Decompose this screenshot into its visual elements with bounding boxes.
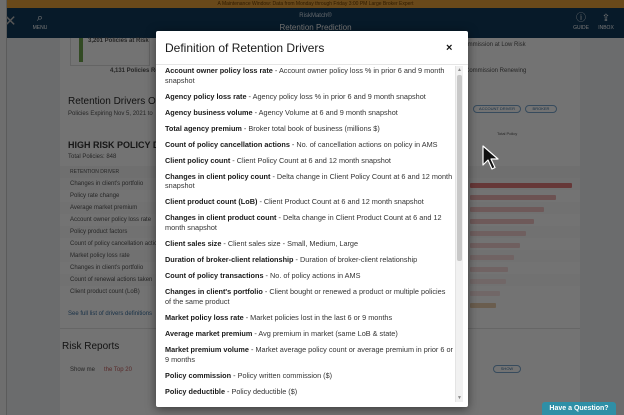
pointer-cursor-icon <box>482 145 500 171</box>
definition-description: - Policy deductible ($) <box>225 386 298 396</box>
definition-term: Policy commission <box>165 370 232 380</box>
modal-scrollbar[interactable] <box>455 66 463 402</box>
definition-description: - Broker total book of business (millions $) <box>241 123 380 133</box>
definition-item <box>165 271 453 281</box>
scroll-up-arrow-icon[interactable]: ▲ <box>457 67 462 73</box>
definition-item <box>165 124 453 134</box>
definition-term: Agency business volume <box>165 107 253 117</box>
definition-term: Count of policy cancellation actions <box>165 139 290 149</box>
definition-description: - Client Policy Count at 6 and 12 month snapshot <box>230 155 391 165</box>
definition-item <box>165 92 453 102</box>
definition-term: Average market premium <box>165 328 253 338</box>
definition-term: Client policy count <box>165 155 231 165</box>
definitions-list[interactable] <box>165 66 453 402</box>
have-a-question-button[interactable]: Have a Question? <box>542 402 616 415</box>
definition-description: - Market average policy count or average premium in prior 6 or 9 months <box>165 344 453 364</box>
definition-term: Agency policy loss rate <box>165 91 247 101</box>
definition-description: - Account owner policy loss % in prior 6 and 9 month snapshot <box>165 66 445 85</box>
definition-description: - Client bought or renewed a product or multiple policies of the same product <box>165 287 446 306</box>
definition-item <box>165 313 453 323</box>
definition-item <box>165 239 453 249</box>
definition-term: Market premium volume <box>165 344 249 354</box>
definition-item <box>165 387 453 397</box>
definition-term: Changes in client product count <box>165 213 277 223</box>
definition-term: Client product count (LoB) <box>165 197 258 207</box>
definition-item <box>165 345 453 364</box>
definition-item <box>165 140 453 150</box>
definition-description: - No. of policy actions in AMS <box>263 271 361 281</box>
definition-term: Client sales size <box>165 239 222 249</box>
definition-term: Count of policy transactions <box>165 271 264 281</box>
scroll-down-arrow-icon[interactable]: ▼ <box>457 395 462 401</box>
definition-description: - Agency Volume at 6 and 9 month snapshot <box>252 107 398 117</box>
definition-item <box>165 197 453 207</box>
definition-item <box>165 287 453 306</box>
modal-title: Definition of Retention Drivers <box>165 41 325 55</box>
definition-item <box>165 371 453 381</box>
definition-term: Account owner policy loss rate <box>165 66 273 75</box>
definition-term: Changes in client policy count <box>165 171 271 181</box>
close-window-icon[interactable]: ✕ <box>4 13 17 30</box>
definition-term: Duration of broker-client relationship <box>165 255 294 265</box>
scrollbar-thumb[interactable] <box>457 75 462 261</box>
definition-item <box>165 156 453 166</box>
definition-description: - Delta change in Client Product Count at 6 and 12 month snapshot <box>165 213 442 233</box>
definition-term: Total agency premium <box>165 123 242 133</box>
definition-term: Policy deductible <box>165 386 226 396</box>
definition-item <box>165 255 453 265</box>
definition-term: Changes in client's portfolio <box>165 287 263 297</box>
definition-description: - Client sales size - Small, Medium, Large <box>221 239 359 249</box>
definition-description: - Client Product Count at 6 and 12 month snapshot <box>257 197 424 207</box>
definition-description: - No. of cancellation actions on policy in AMS <box>289 139 438 149</box>
definition-description: - Avg premium in market (same LoB & state) <box>252 328 398 338</box>
definition-term: Market policy loss rate <box>165 312 244 322</box>
definition-item <box>165 329 453 339</box>
definition-item <box>165 172 453 191</box>
definition-description: - Agency policy loss % in prior 6 and 9 month snapshot <box>246 91 426 101</box>
definition-description: - Duration of broker-client relationship <box>293 255 418 265</box>
definition-description: - Market policies lost in the last 6 or 9 months <box>243 312 393 322</box>
definition-description: - Delta change in Client Policy Count at 6 and 12 month snapshot <box>165 171 453 191</box>
definition-description: - Policy written commission ($) <box>231 370 333 380</box>
definition-item <box>165 66 453 85</box>
definition-item <box>165 213 453 232</box>
definition-item <box>165 108 453 118</box>
modal-header <box>156 31 468 65</box>
close-icon[interactable]: × <box>446 42 453 54</box>
definition-modal <box>156 31 468 407</box>
